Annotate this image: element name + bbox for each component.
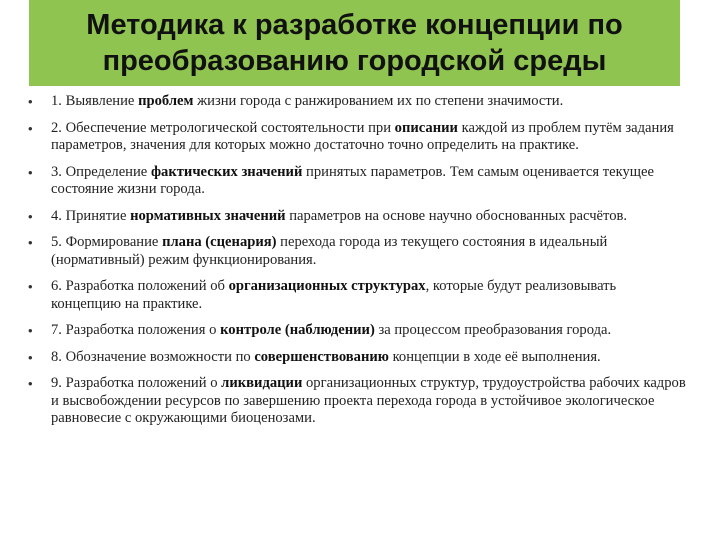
- item-keyword: организационных структурах: [228, 278, 426, 294]
- item-text: [51, 375, 688, 428]
- item-keyword: ликвидации: [221, 375, 303, 391]
- list-item: [28, 208, 688, 226]
- item-text-regular: 4. Принятие: [51, 207, 131, 224]
- item-text-regular: 9. Разработка положений о: [51, 375, 222, 391]
- list-item: [28, 278, 688, 313]
- list-item: [28, 349, 688, 367]
- item-text-regular: 6. Разработка положений об: [51, 278, 229, 294]
- bullet-icon: •: [28, 120, 33, 136]
- list-item: [28, 93, 688, 111]
- item-keyword: описании: [394, 119, 458, 136]
- item-text: [51, 278, 688, 313]
- list-item: [28, 322, 688, 340]
- bullet-icon: •: [28, 376, 33, 391]
- item-text-regular: концепции в ходе её выполнения.: [388, 348, 601, 365]
- list-item: [28, 120, 688, 155]
- bullet-list: [28, 93, 688, 437]
- slide-title: Методика к разработке концепции по преобразованию городской среды: [86, 9, 623, 77]
- item-text: [51, 322, 688, 340]
- item-keyword: фактических значений: [150, 163, 303, 180]
- item-text-regular: , которые будут реализовывать концепцию на практике.: [51, 278, 617, 312]
- item-text: [51, 93, 688, 111]
- bullet-icon: •: [28, 164, 33, 180]
- bullet-icon: •: [28, 279, 33, 294]
- item-keyword: проблем: [138, 93, 194, 109]
- item-text-regular: за процессом преобразования города.: [374, 322, 612, 338]
- item-text-regular: 1. Выявление: [51, 93, 139, 109]
- bullet-icon: •: [28, 235, 33, 250]
- item-text-regular: организационных структур, трудоустройства рабочих кадров и высвобождении ресурсов по завершению проекта перехода города в устойчивое экологическое равновесие с окружающими биоценозами.: [51, 375, 686, 426]
- item-text-regular: 7. Разработка положения о: [51, 322, 221, 338]
- bullet-icon: •: [28, 94, 33, 109]
- item-text-regular: 5. Формирование: [51, 234, 163, 250]
- item-text-regular: 8. Обозначение возможности по: [51, 348, 255, 365]
- item-text-regular: каждой из проблем путём задания параметров, значения для которых можно достаточно точно определить на практике.: [51, 119, 674, 153]
- title-banner: [29, 0, 680, 86]
- bullet-icon: •: [28, 349, 33, 365]
- item-text: [51, 208, 688, 226]
- item-keyword: контроле (наблюдении): [220, 322, 375, 338]
- item-text: [51, 349, 688, 367]
- list-item: [28, 164, 688, 199]
- item-text-regular: принятых параметров. Тем самым оценивается текущее состояние жизни города.: [51, 163, 654, 197]
- item-text: [51, 234, 688, 269]
- item-text-regular: 2. Обеспечение метрологической состоятельности при: [51, 119, 395, 136]
- item-text-regular: перехода города из текущего состояния в идеальный (нормативный) режим функционирования.: [51, 234, 608, 268]
- bullet-icon: •: [28, 208, 33, 224]
- bullet-icon: •: [28, 323, 33, 338]
- item-text-regular: жизни города с ранжированием их по степени значимости.: [193, 93, 564, 109]
- item-text-regular: 3. Определение: [51, 163, 151, 180]
- list-item: [28, 375, 688, 428]
- item-text: [51, 120, 688, 155]
- item-keyword: нормативных значений: [130, 207, 286, 224]
- item-text: [51, 164, 688, 199]
- item-keyword: совершенствованию: [254, 348, 389, 365]
- item-text-regular: параметров на основе научно обоснованных расчётов.: [285, 207, 628, 224]
- item-keyword: плана (сценария): [162, 234, 277, 250]
- list-item: [28, 234, 688, 269]
